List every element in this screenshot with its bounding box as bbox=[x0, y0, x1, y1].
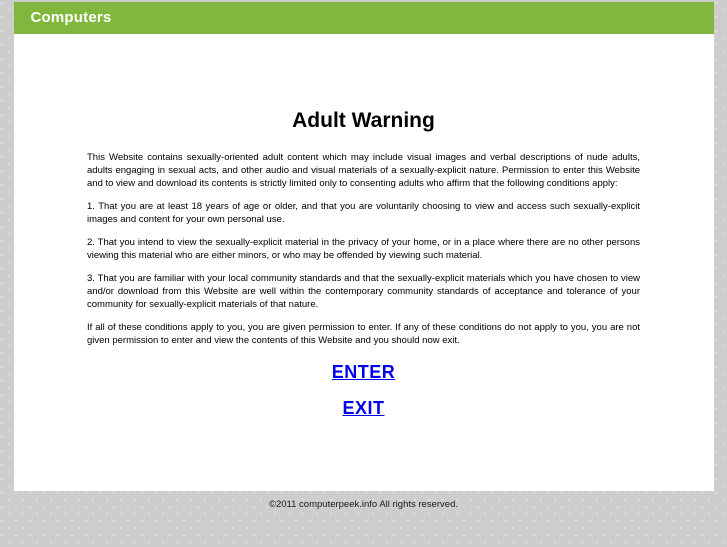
warning-content bbox=[14, 34, 714, 491]
warning-paragraph-closing: If all of these conditions apply to you, you are given permission to enter. If any of these conditions do not apply to you, you are not given permission to enter and view the contents of this Website and you should now exit. bbox=[87, 322, 640, 346]
warning-text-block bbox=[87, 151, 640, 347]
decision-links bbox=[14, 363, 714, 418]
footer bbox=[0, 499, 727, 510]
site-header bbox=[14, 2, 714, 34]
enter-link[interactable]: ENTER bbox=[331, 362, 396, 382]
copyright-text: ©2011 computerpeek.info All rights reserved. bbox=[268, 499, 458, 510]
site-title: Computers bbox=[30, 9, 112, 26]
warning-paragraph-condition-1: 1. That you are at least 18 years of age or older, and that you are voluntarily choosing to view and access such sexually-explicit images and content for your own personal use. bbox=[87, 201, 640, 225]
warning-paragraph-intro: This Website contains sexually-oriented adult content which may include visual images and verbal descriptions of nude adults, adults engaging in sexual acts, and other audio and visual materials of a sexually-explicit nature. Permission to enter this Website and to view and download its contents is strictly limited only to consenting adults who affirm that the following conditions apply: bbox=[87, 152, 640, 189]
exit-link[interactable]: EXIT bbox=[342, 398, 385, 418]
warning-paragraph-condition-3: 3. That you are familiar with your local community standards and that the sexually-explicit materials which you have chosen to view and/or download from this Website are well within the contemporary community standards of acceptance and tolerance of your community for sexually-explicit materials of that nature. bbox=[87, 273, 640, 310]
page-title: Adult Warning bbox=[292, 109, 435, 132]
warning-paragraph-condition-2: 2. That you intend to view the sexually-explicit material in the privacy of your home, or in a place where there are no other persons viewing this material who are either minors, or who may be offended by viewing such material. bbox=[87, 237, 640, 261]
page-container bbox=[14, 2, 714, 491]
